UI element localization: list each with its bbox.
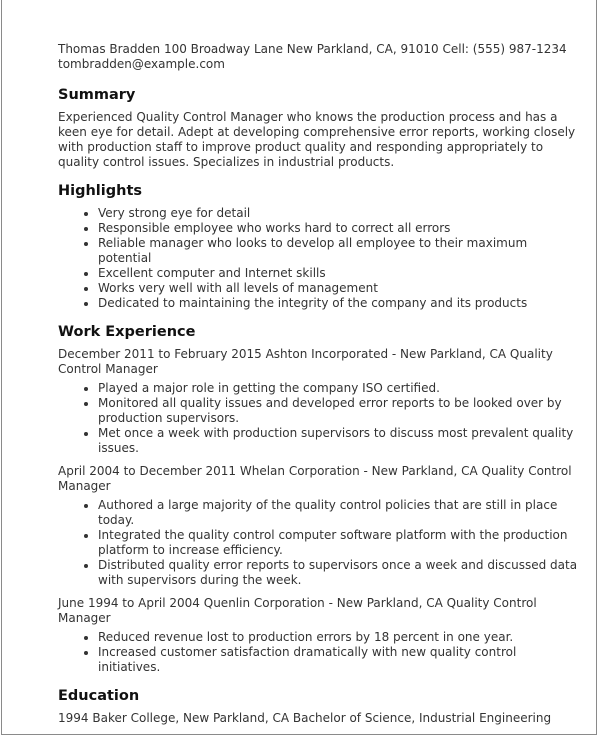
job-entry: [58, 596, 578, 675]
highlights-section: [58, 182, 578, 311]
list-item: • Dedicated to maintaining the integrity of the company and its products: [98, 296, 578, 311]
list-item: • Distributed quality error reports to supervisors once a week and discussed data with supervisors during the week.: [98, 558, 578, 588]
highlights-list: [58, 206, 578, 311]
summary-section: [58, 86, 578, 170]
contact-info: Thomas Bradden 100 Broadway Lane New Parkland, CA, 91010 Cell: (555) 987-1234 tombradden@example.com: [58, 42, 567, 71]
job-bullets: [58, 381, 578, 456]
list-item: • Met once a week with production supervisors to discuss most prevalent quality issues.: [98, 426, 578, 456]
list-item: • Responsible employee who works hard to correct all errors: [98, 221, 578, 236]
list-item: • Reliable manager who looks to develop all employee to their maximum potential: [98, 236, 578, 266]
education-heading: Education: [58, 688, 140, 704]
job-bullets: [58, 630, 578, 675]
education-text: 1994 Baker College, New Parkland, CA Bachelor of Science, Industrial Engineering: [58, 711, 552, 725]
list-item: • Authored a large majority of the quality control policies that are still in place today.: [98, 498, 578, 528]
list-item: • Monitored all quality issues and developed error reports to be looked over by production supervisors.: [98, 396, 578, 426]
list-item: • Integrated the quality control computer software platform with the production platform to increase efficiency.: [98, 528, 578, 558]
job-header: April 2004 to December 2011 Whelan Corporation - New Parkland, CA Quality Control Manager: [58, 464, 572, 493]
experience-section: [58, 323, 578, 675]
list-item: • Increased customer satisfaction dramatically with new quality control initiatives.: [98, 645, 578, 675]
resume-page: [1, 0, 597, 735]
list-item: • Reduced revenue lost to production errors by 18 percent in one year.: [98, 630, 578, 645]
experience-heading: Work Experience: [58, 324, 196, 340]
education-section: [58, 687, 578, 726]
job-header: December 2011 to February 2015 Ashton Incorporated - New Parkland, CA Quality Control Manager: [58, 347, 553, 376]
summary-heading: Summary: [58, 87, 136, 103]
list-item: • Very strong eye for detail: [98, 206, 578, 221]
list-item: • Played a major role in getting the company ISO certified.: [98, 381, 578, 396]
job-bullets: [58, 498, 578, 588]
list-item: • Excellent computer and Internet skills: [98, 266, 578, 281]
summary-text: Experienced Quality Control Manager who knows the production process and has a keen eye for detail. Adept at developing comprehensive error reports, working closely with production staff to improve product quality and responding appropriately to quality control issues. Specializes in industrial products.: [58, 110, 576, 169]
job-header: June 1994 to April 2004 Quenlin Corporation - New Parkland, CA Quality Control Manager: [58, 596, 537, 625]
job-entry: [58, 347, 578, 456]
list-item: • Works very well with all levels of management: [98, 281, 578, 296]
highlights-heading: Highlights: [58, 183, 143, 199]
job-entry: [58, 464, 578, 588]
